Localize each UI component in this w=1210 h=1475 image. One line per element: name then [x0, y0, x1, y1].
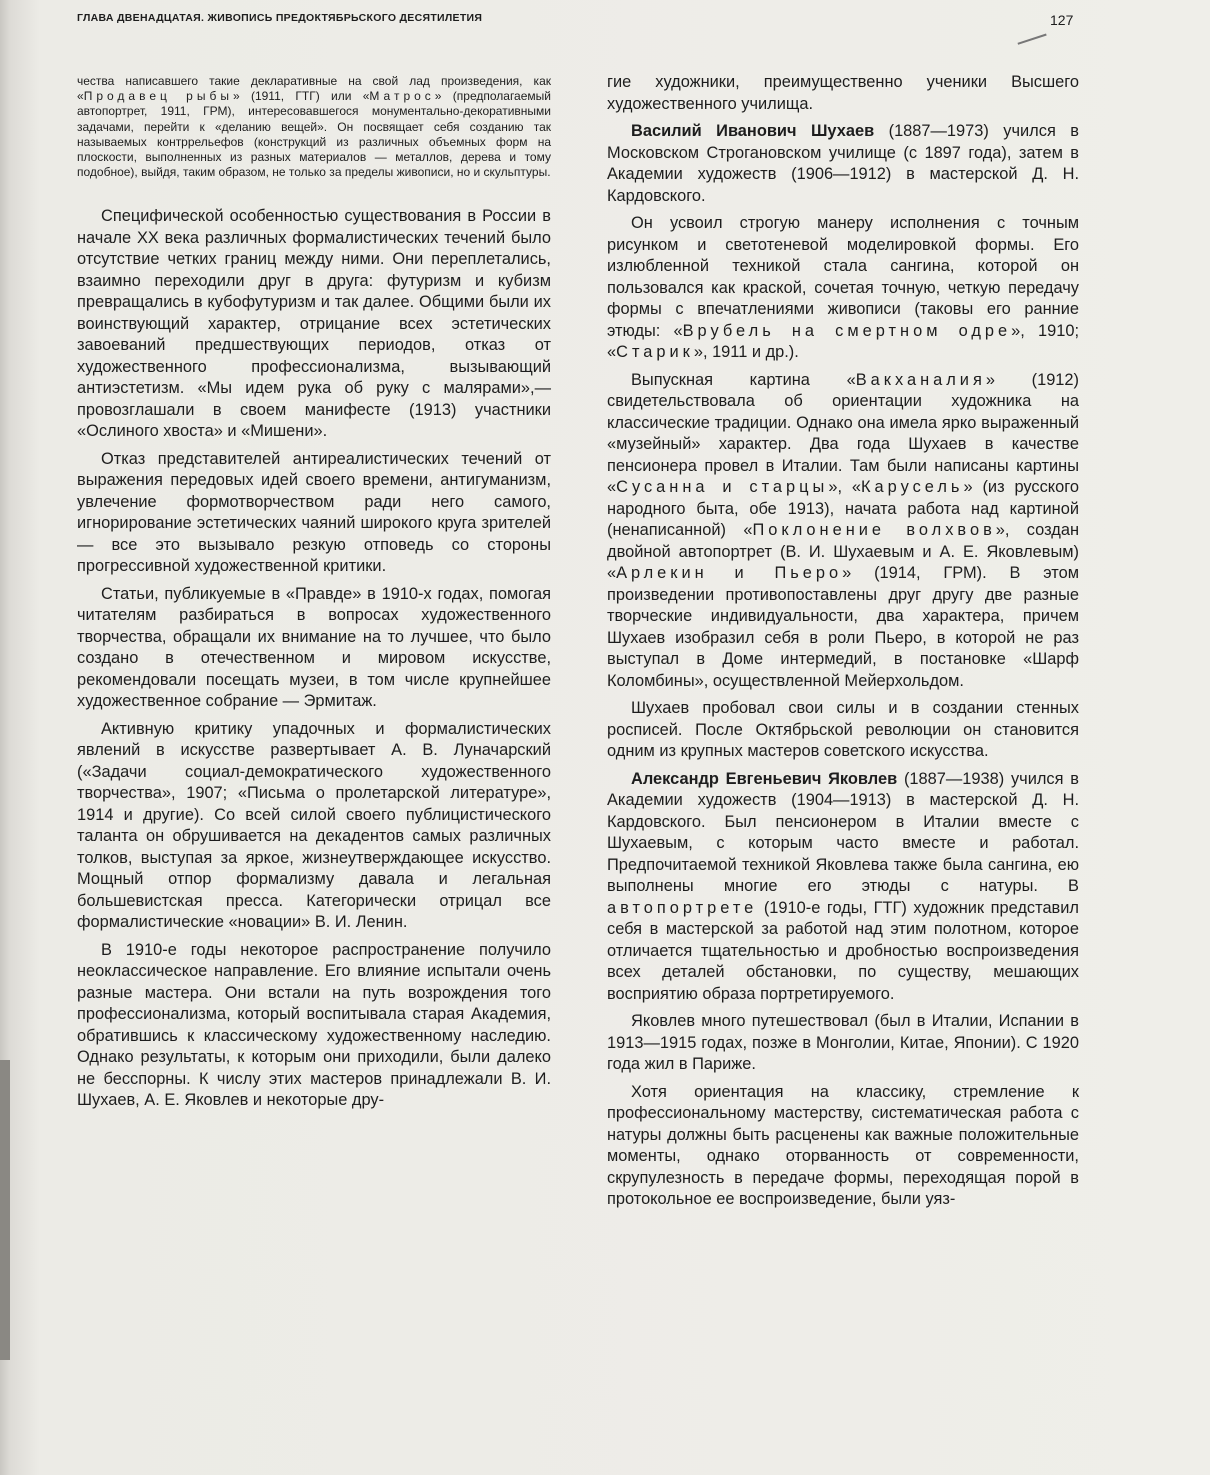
pen-mark [1017, 34, 1048, 51]
paragraph: гие художники, преимущественно ученики Высшего художественного училища. [607, 73, 1079, 113]
artwork-title: Арлекин и Пьеро [616, 564, 843, 582]
paragraph: Яковлев много путешествовал (был в Италии, Испании в 1913—1915 годах, позже в Монголии, Китае, Японии). С 1920 года жил в Париже. [607, 1012, 1079, 1073]
left-column [77, 74, 551, 1118]
paragraph: Отказ представителей антиреалистических течений от выражения передовых идей своего времени, антигуманизм, увлечение формотворчеством ради него самого, игнорирование эстетических чаяний широкого круга зрителей — все это вызывало резкую отповедь со стороны прогрессивной художественной критики. [77, 449, 551, 576]
artwork-title: Сусанна и старцы [616, 478, 829, 496]
small-print-note: чества написавшего такие декларативные на свой лад произведения, как «Продавец рыбы» (1911, ГТГ) или «Матрос» (предполагаемый автопортрет, 1911, ГРМ), интересовавшегося монументально-декоративными задачами, перейти к «деланию вещей». Он посвящает себя созданию так называемых контррельефов (конструкций из различных объемных форм на плоскости, выполненных из разных материалов — металлов, дерева и тому подобное), выйдя, таким образом, не только за пределы живописи, но и скульптуры. [77, 74, 551, 180]
spine-shadow [0, 1060, 10, 1360]
paragraph: Выпускная картина «Вакханалия» (1912) свидетельствовала об ориентации художника на классические традиции. Однако она имела ярко выраженный «музейный» характер. Два года Шухаев в качестве пенсионера провел в Италии. Там были написаны картины «Сусанна и старцы», «Карусель» (из русского народного быта, обе 1913), начата работа над картиной (ненаписанной) «Поклонение волхвов», создан двойной автопортрет (В. И. Шухаевым и А. Е. Яковлевым) «Арлекин и Пьеро» (1914, ГРМ). В этом произведении противопоставлены друг другу две разные творческие индивидуальности, два характера, причем Шухаев изобразил себя в роли Пьеро, в которой не раз выступал в Доме интермедий, в постановке «Шарф Коломбины», осуществленной Мейерхольдом. [607, 370, 1080, 690]
paragraph: Хотя ориентация на классику, стремление к профессиональному мастерству, систематическая работа с натуры должны быть расценены как важные положительные моменты, однако оторванность от современности, скрупулезность в передаче формы, переходящая порой в протокольное ее воспроизведение, были уяз- [607, 1082, 1079, 1208]
page-number: 127 [1050, 12, 1074, 28]
paragraph: Шухаев пробовал свои силы и в создании стенных росписей. После Октябрьской революции он становится одним из крупных мастеров советского искусства. [607, 699, 1079, 760]
artist-name: Александр Евгеньевич Яковлев [631, 769, 898, 788]
paragraph: Активную критику упадочных и формалистических явлений в искусстве развертывает А. В. Луначарский («Задачи социал-демократического художественного творчества», 1907; «Письма о пролетарской литературе», 1914 и другие). Со всей силой своего публицистического таланта он обрушивается на декадентов самых различных толков, выступая за яркое, жизнеутверждающее искусство. Мощный отпор формализму давала и легальная большевистская пресса. Категорически отрицал все формалистические «новации» В. И. Ленин. [77, 719, 551, 932]
artist-name: Василий Иванович Шухаев [631, 122, 875, 140]
paragraph: Статьи, публикуемые в «Правде» в 1910-х годах, помогая читателям разбираться в вопросах художественного творчества, обращали их внимание на то лучшее, что было создано в отечественном и мировом искусстве, рекомендовали посещать музеи, в том числе крупнейшее художественное собрание — Эрмитаж. [77, 584, 551, 711]
running-header: ГЛАВА ДВЕНАДЦАТАЯ. ЖИВОПИСЬ ПРЕДОКТЯБРЬСКОГО ДЕСЯТИЛЕТИЯ [77, 12, 483, 24]
artwork-title: Вакханалия [855, 370, 986, 389]
paragraph: Василий Иванович Шухаев (1887—1973) учился в Московском Строгановском училище (с 1897 года), затем в Академии художеств (1906—1912) в мастерской Д. Н. Кардовского. [607, 122, 1079, 205]
paragraph: Специфической особенностью существования в России в начале XX века различных формалистических течений было отсутствие четких границ между ними. Они переплетались, взаимно переходили друг в друга: футуризм и кубизм превращались в кубофутуризм и так далее. Общими были их воинствующий характер, отрицание всех эстетических завоеваний предшествующих периодов, отказ от художественного профессионализма, вызывающий антиэстетизм. «Мы идем рука об руку с малярами»,— провозглашали в своем манифесте (1913) участники «Ослиного хвоста» и «Мишени». [77, 207, 551, 441]
artwork-title: Старик [616, 343, 694, 361]
artwork-title: Матрос [369, 89, 435, 104]
paragraph: Он усвоил строгую манеру исполнения с точным рисунком и светотеневой моделировкой формы. Его излюбленной техникой стала сангина, которой он пользовался как краской, сочетая точную, четкую передачу формы с впечатлениями живописи (таковы его ранние этюды: «Врубель на смертном одре», 1910; «Старик», 1911 и др.). [607, 214, 1080, 361]
artwork-title: Продавец рыбы [83, 89, 233, 104]
artwork-title: Карусель [861, 478, 964, 496]
paragraph: В 1910-е годы некоторое распространение получило неоклассическое направление. Его влияние испытали очень разные мастера. Они встали на путь возрождения того профессионализма, который воспитывала старая Академия, обратившись к классическому художественному наследию. Однако результаты, к которым они приходили, были далеко не бесспорны. К числу этих мастеров принадлежали В. И. Шухаев, А. Е. Яковлев и некоторые дру- [77, 940, 551, 1110]
artwork-title: Поклонение волхвов [752, 521, 996, 539]
right-column [607, 72, 1079, 1217]
artwork-title: автопортрете [607, 898, 758, 917]
paragraph: Александр Евгеньевич Яковлев (1887—1938) учился в Академии художеств (1904—1913) в мастерской Д. Н. Кардовского. Был пенсионером в Италии вместе с Шухаевым, с которым часто вместе и работал. Предпочитаемой техникой Яковлева также была сангина, ею выполнены многие его этюды с натуры. В автопортрете (1910-е годы, ГТГ) художник представил себя в мастерской за работой над этим полотном, которое отличается тщательностью и дробностью воспроизведения всех деталей обстановки, по существу, мешающих восприятию образа портретируемого. [607, 769, 1079, 1003]
artwork-title: Врубель на смертном одре [682, 321, 1012, 340]
